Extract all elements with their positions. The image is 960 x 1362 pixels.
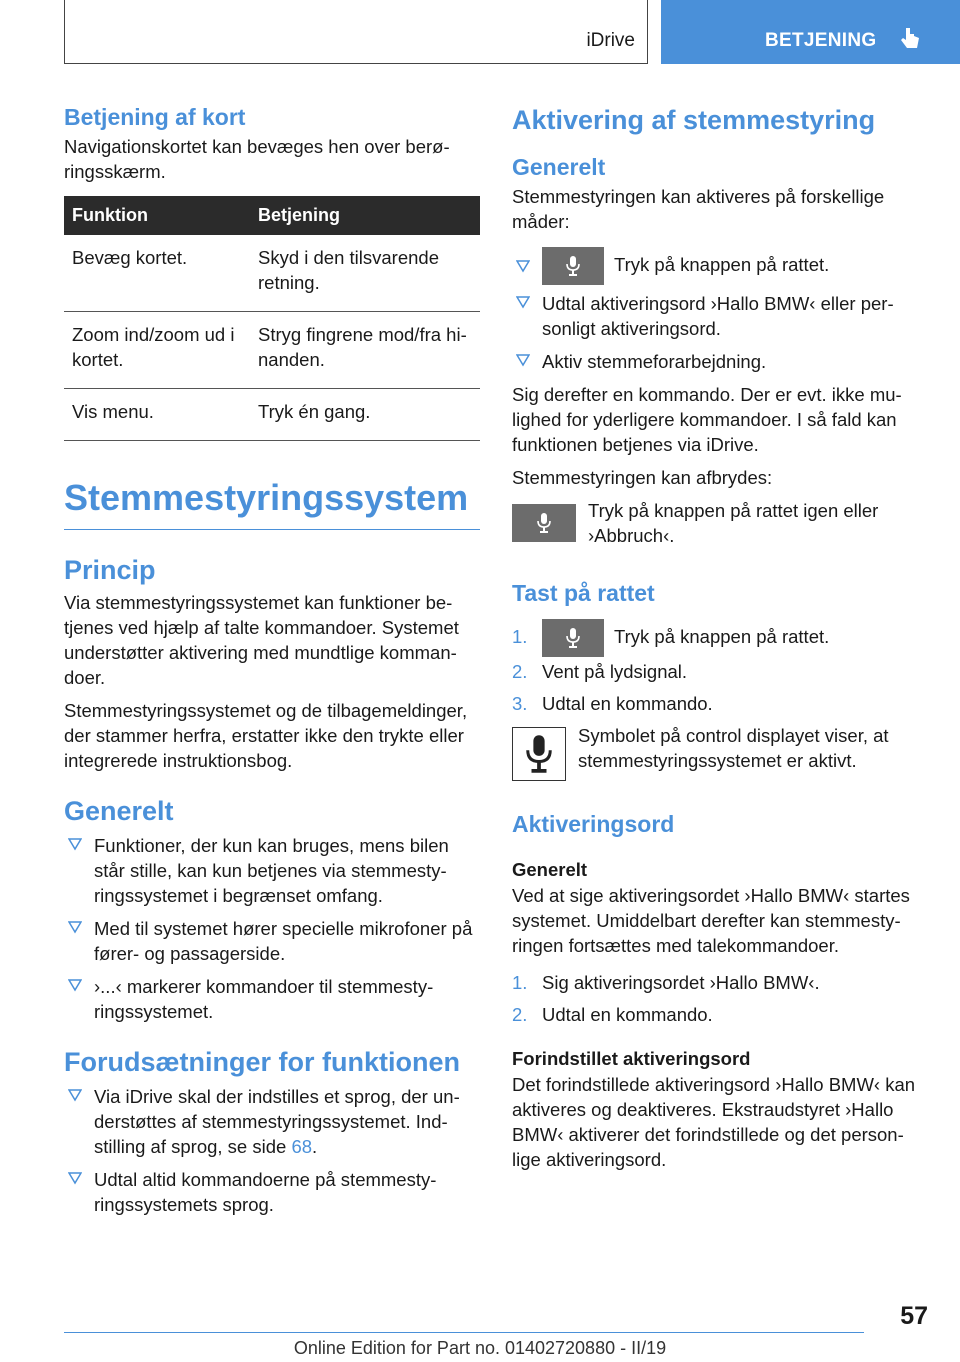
- microphone-icon: [565, 255, 581, 277]
- list-item: [64, 1167, 480, 1217]
- list-item: [512, 659, 926, 684]
- list-item: [512, 618, 926, 657]
- tast-heading: Tast på rattet: [512, 580, 655, 607]
- generelt-list: [64, 833, 480, 1024]
- princip-paragraph-2: Stemmestyringssystemet og de tilbagemeldinger, der stammer herfra, erstatter ikke den trykte eller integrerede instruktionsbog.: [64, 700, 468, 771]
- table-cell: Stryg fingrene mod/fra hinanden.: [250, 312, 480, 389]
- table-row: [64, 389, 480, 441]
- microphone-icon: [524, 733, 554, 775]
- list-item: [64, 833, 480, 908]
- list-item: [512, 691, 926, 716]
- left-column: [64, 100, 480, 1225]
- aktiveringsord-steps: [512, 970, 926, 1027]
- triangle-bullet-icon: [68, 920, 82, 934]
- list-item: [64, 916, 480, 966]
- list-item: [64, 1084, 480, 1159]
- footer-edition: [0, 1338, 960, 1359]
- list-item: [512, 349, 926, 374]
- forindstillet-heading: Forindstillet aktiveringsord: [512, 1048, 751, 1070]
- triangle-bullet-icon: [68, 837, 82, 851]
- list-item-text: Med til systemet hører specielle mikrofoner på fører- og passagerside.: [94, 918, 473, 964]
- table-header-cell: Betjening: [250, 196, 480, 235]
- triangle-bullet-icon: [68, 978, 82, 992]
- triangle-bullet-icon: [68, 1171, 82, 1185]
- step-number: 2.: [512, 661, 528, 683]
- step-text: Sig aktiveringsordet ›Hallo BMW‹.: [542, 972, 820, 994]
- page-number: 57: [900, 1302, 928, 1330]
- ak-generelt-heading: Generelt: [512, 859, 588, 881]
- edition-text: Online Edition for Part no. 01402720880 - II/19: [293, 1338, 667, 1358]
- list-item-text: ›...‹ markerer kommandoer til stemmestyringssystemet.: [94, 976, 434, 1022]
- list-item: [512, 970, 926, 995]
- table-cell: Skyd i den tilsvarende retning.: [250, 235, 480, 312]
- generelt-heading: Generelt: [64, 796, 174, 826]
- step-number: 1.: [512, 626, 528, 648]
- forindstillet-text: Det forindstillede aktiveringsord ›Hallo BMW‹ kan aktiveres og deaktiveres. Ekstraudstyret ›Hallo BMW‹ aktiverer det forindstillede og det personlige aktiveringsord.: [512, 1074, 916, 1171]
- header-chapter-box: [64, 0, 648, 64]
- list-item: [64, 974, 480, 1024]
- aktiveringsord-heading: Aktiveringsord: [512, 811, 675, 838]
- table-cell: Vis menu.: [64, 389, 250, 441]
- after-paragraph-2: Stemmestyringen kan afbrydes:: [512, 467, 773, 489]
- tast-steps: [512, 618, 926, 716]
- steering-wheel-voice-button-image: [542, 247, 604, 285]
- triangle-bullet-icon: [516, 353, 530, 367]
- list-item-text: Udtal aktiveringsord ›Hallo BMW‹ eller personligt aktiveringsord.: [542, 293, 894, 340]
- list-item-text: Tryk på knappen på rattet.: [614, 254, 830, 275]
- list-item-text: Via iDrive skal der indstilles et sprog, der understøttes af stemmestyringssystemet. Indstilling af sprog, se side: [94, 1086, 460, 1157]
- abort-instruction: [512, 498, 926, 558]
- forudsaetninger-heading: Forudsætninger for funktionen: [64, 1047, 460, 1077]
- ak-generelt-text: Ved at sige aktiveringsordet ›Hallo BMW‹ startes systemet. Umiddelbart derefter kan stemmestyringen fortsættes med talekommandoer.: [512, 885, 910, 957]
- list-item: [512, 291, 926, 341]
- page-reference-link[interactable]: 68: [291, 1136, 313, 1157]
- betjening-text: Navigationskortet kan bevæges hen over berøringsskærm.: [64, 136, 450, 182]
- generelt-subheading: Generelt: [512, 154, 606, 180]
- princip-paragraph-1: Via stemmestyringssystemet kan funktioner betjenes ved hjælp af talte kommandoer. Systemet understøtter aktivering med mundtlige kommandoer.: [64, 592, 459, 688]
- right-column: [512, 100, 926, 1172]
- princip-heading: Princip: [64, 555, 156, 585]
- table-cell: Tryk én gang.: [250, 389, 480, 441]
- symbol-text: Symbolet på control displayet viser, at stemmestyringssystemet er aktivt.: [578, 725, 889, 772]
- steering-wheel-voice-button-image: [542, 619, 604, 657]
- list-item: [512, 246, 926, 285]
- forudsaetninger-list: [64, 1084, 480, 1217]
- step-text: Udtal en kommando.: [542, 1004, 713, 1026]
- microphone-icon: [565, 627, 581, 649]
- step-text: Udtal en kommando.: [542, 693, 713, 715]
- betjening-heading: Betjening af kort: [64, 104, 246, 130]
- table-row: [64, 235, 480, 312]
- table-row: [64, 312, 480, 389]
- chapter-title: iDrive: [586, 30, 635, 51]
- function-table: [64, 196, 480, 441]
- microphone-icon: [536, 512, 552, 534]
- list-item-text: Funktioner, der kun kan bruges, mens bilen står stille, kan kun betjenes via stemmestyringssystemet i begrænset omfang.: [94, 835, 449, 906]
- triangle-bullet-icon: [516, 259, 530, 273]
- list-item-text: Aktiv stemmeforarbejdning.: [542, 351, 767, 373]
- triangle-bullet-icon: [516, 295, 530, 309]
- aktivering-heading: Aktivering af stemmestyring: [512, 105, 876, 135]
- footer-rule: [64, 1332, 864, 1333]
- after-paragraph-1: Sig derefter en kommando. Der er evt. ikke mulighed for yderligere kommandoer. I så fald kan funktionen betjenes via iDrive.: [512, 384, 902, 456]
- step-text: Vent på lydsignal.: [542, 661, 688, 683]
- table-cell: Zoom ind/zoom ud i kortet.: [64, 312, 250, 389]
- main-heading: Stemmestyringssystem: [64, 477, 469, 518]
- step-number: 1.: [512, 972, 528, 994]
- step-number: 2.: [512, 1004, 528, 1026]
- table-cell: Bevæg kortet.: [64, 235, 250, 312]
- step-number: 3.: [512, 693, 528, 715]
- table-header-cell: Funktion: [64, 196, 250, 235]
- list-item: [512, 1002, 926, 1027]
- active-symbol-note: [512, 723, 926, 789]
- hand-tap-icon: [897, 26, 923, 52]
- steering-wheel-voice-button-image: [512, 504, 576, 542]
- table-header-row: [64, 196, 480, 235]
- section-tab-label: BETJENING: [765, 30, 877, 51]
- list-item-text-end: .: [312, 1136, 318, 1157]
- generelt-text: Stemmestyringen kan aktiveres på forskellige måder:: [512, 186, 885, 232]
- section-tab: [661, 0, 960, 64]
- abort-text: Tryk på knappen på rattet igen eller ›Abbruch‹.: [588, 500, 879, 547]
- triangle-bullet-icon: [68, 1088, 82, 1102]
- voice-active-symbol: [512, 727, 566, 781]
- activation-methods-list: [512, 246, 926, 374]
- step-text: Tryk på knappen på rattet.: [614, 626, 830, 648]
- list-item-text: Udtal altid kommandoerne på stemmestyringssystemets sprog.: [94, 1169, 437, 1215]
